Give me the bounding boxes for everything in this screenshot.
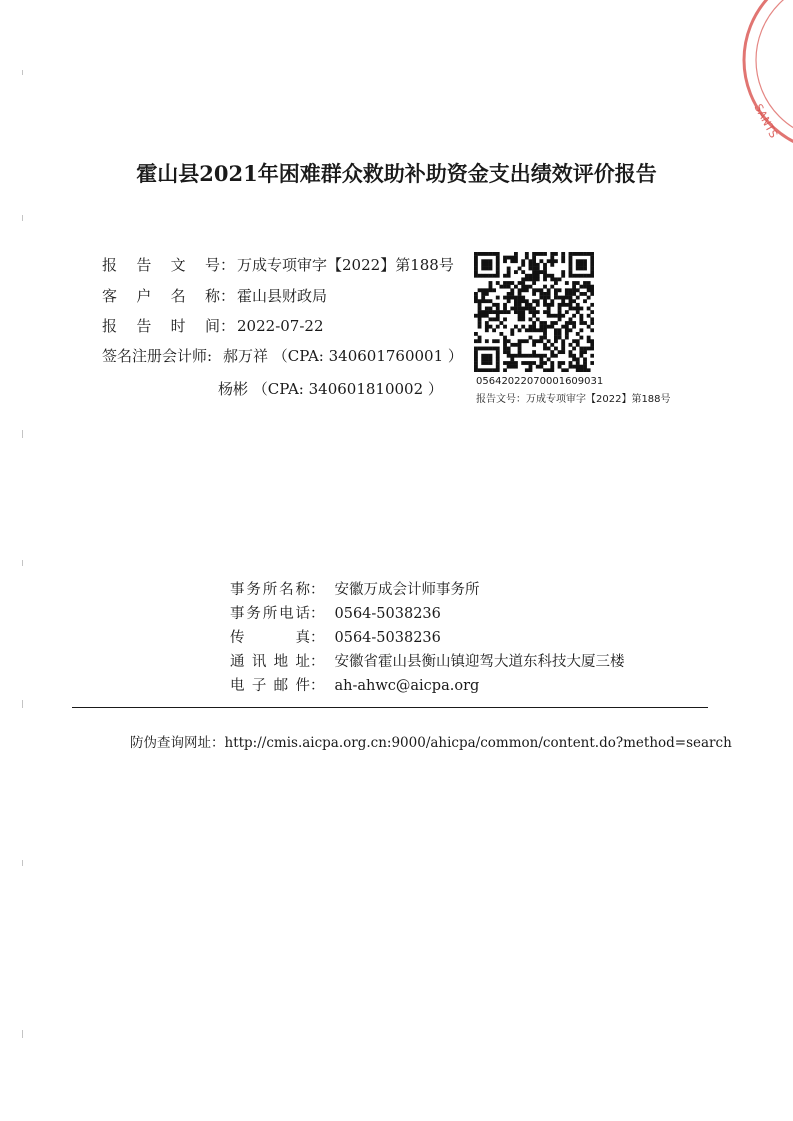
report-date-row: 报告时间： 2022-07-22 bbox=[102, 317, 324, 335]
scan-mark bbox=[22, 700, 23, 708]
firm-address-label: 通讯地址 bbox=[230, 654, 310, 670]
scan-mark bbox=[22, 430, 23, 438]
report-date-label: 报告时间 bbox=[102, 317, 220, 335]
firm-name-value: 安徽万成会计师事务所 bbox=[334, 582, 480, 598]
firm-address-row: 通讯地址： 安徽省霍山县衡山镇迎驾大道东科技大厦三楼 bbox=[230, 654, 625, 670]
firm-email-value[interactable]: ah-ahwc@aicpa.org bbox=[334, 678, 480, 694]
seal-text: SANTS bbox=[751, 101, 781, 141]
client-name-row: 客户名称： 霍山县财政局 bbox=[102, 287, 328, 305]
client-name-value: 霍山县财政局 bbox=[237, 287, 328, 305]
qr-report-reference: 报告文号：万成专项审字【2022】第188号 bbox=[476, 394, 671, 405]
firm-email-row: 电子邮件： ah-ahwc@aicpa.org bbox=[230, 678, 480, 694]
firm-fax-row: 传真： 0564-5038236 bbox=[230, 630, 441, 646]
cpa-second: 杨彬 （CPA: 340601810002 ） bbox=[218, 380, 443, 398]
report-number-value: 万成专项审字【2022】第188号 bbox=[237, 256, 454, 274]
qr-serial-number: 0564202207000160903​1 bbox=[476, 376, 604, 387]
scan-mark bbox=[22, 70, 23, 75]
firm-email-label: 电子邮件 bbox=[230, 678, 310, 694]
report-title: 霍山县2021年困难群众救助补助资金支出绩效评价报告 bbox=[136, 161, 657, 186]
firm-fax-value: 0564-5038236 bbox=[334, 630, 441, 646]
anti-counterfeit-url[interactable]: 防伪查询网址：http://cmis.aicpa.org.cn:9000/ahicpa/common/content.do?method=search bbox=[130, 735, 732, 751]
firm-name-label: 事务所名称 bbox=[230, 582, 310, 598]
scan-mark bbox=[22, 560, 23, 566]
firm-address-value: 安徽省霍山县衡山镇迎驾大道东科技大厦三楼 bbox=[334, 654, 625, 670]
report-number-label: 报告文号 bbox=[102, 256, 220, 274]
firm-name-row: 事务所名称： 安徽万成会计师事务所 bbox=[230, 582, 480, 598]
accounting-firm-seal bbox=[716, 0, 793, 160]
scan-mark bbox=[22, 215, 23, 221]
firm-phone-row: 事务所电话： 0564-5038236 bbox=[230, 606, 441, 622]
cpa-label: 签名注册会计师: bbox=[102, 347, 213, 365]
firm-fax-label: 传真 bbox=[230, 630, 310, 646]
firm-phone-value: 0564-5038236 bbox=[334, 606, 441, 622]
verification-qr-code[interactable] bbox=[474, 252, 594, 372]
report-date-value: 2022-07-22 bbox=[237, 317, 324, 335]
report-number-row: 报告文号： 万成专项审字【2022】第188号 bbox=[102, 256, 454, 274]
cpa-row bbox=[102, 346, 463, 366]
divider-line bbox=[72, 707, 708, 708]
cpa-first: 郝万祥 （CPA: 340601760001 ） bbox=[223, 347, 463, 365]
scan-mark bbox=[22, 1030, 23, 1038]
client-name-label: 客户名称 bbox=[102, 287, 220, 305]
scan-mark bbox=[22, 860, 23, 866]
firm-phone-label: 事务所电话 bbox=[230, 606, 310, 622]
